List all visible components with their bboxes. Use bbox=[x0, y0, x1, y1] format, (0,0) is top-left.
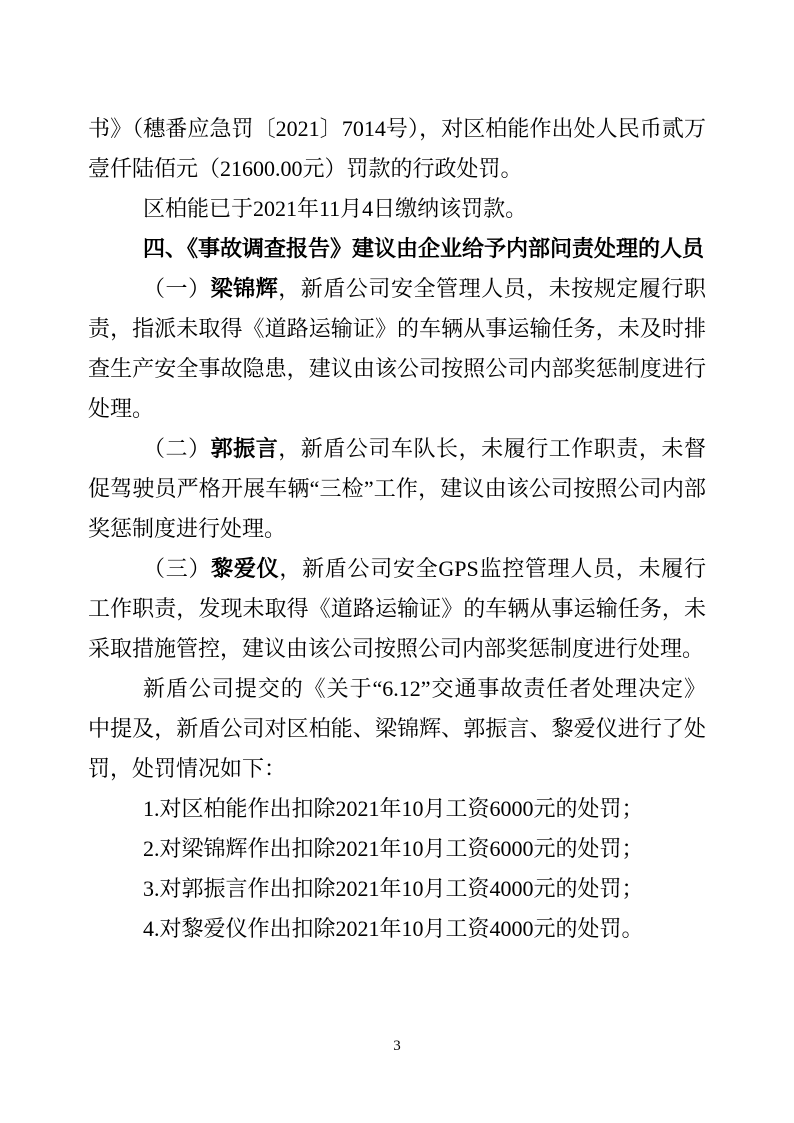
person-2-name: 郭振言 bbox=[210, 436, 279, 461]
paragraph-company-decision: 新盾公司提交的《关于“6.12”交通事故责任者处理决定》中提及，新盾公司对区柏能、梁锦辉、郭振言、黎爱仪进行了处罚，处罚情况如下： bbox=[88, 676, 706, 781]
section-heading: 四、《事故调查报告》建议由企业给予内部问责处理的人员 bbox=[143, 236, 705, 261]
paragraph-person-1 bbox=[88, 269, 706, 429]
person-2-ordinal: （二） bbox=[143, 436, 211, 461]
penalty-item-1: 1.对区柏能作出扣除2021年10月工资6000元的处罚； bbox=[143, 796, 644, 821]
page-number: 3 bbox=[393, 1038, 401, 1054]
person-1-name: 梁锦辉 bbox=[210, 276, 279, 301]
person-3-name: 黎爱仪 bbox=[211, 556, 280, 581]
person-1-description: ，新盾公司安全管理人员，未按规定履行职责，指派未取得《道路运输证》的车辆从事运输任务，未及时排查生产安全事故隐患，建议由该公司按照公司内部奖惩制度进行处理。 bbox=[88, 276, 706, 421]
paragraph-fine-decision: 书》（穗番应急罚〔2021〕7014号），对区柏能作出处人民币贰万壹仟陆佰元（21600.00元）罚款的行政处罚。 bbox=[88, 116, 706, 181]
paragraph-person-2 bbox=[88, 429, 706, 549]
paragraph-fine-payment: 区柏能已于2021年11月4日缴纳该罚款。 bbox=[143, 196, 528, 221]
person-3-description: ，新盾公司安全GPS监控管理人员，未履行工作职责，发现未取得《道路运输证》的车辆从事运输任务，未采取措施管控，建议由该公司按照公司内部奖惩制度进行处理。 bbox=[88, 556, 706, 661]
person-1-ordinal: （一） bbox=[143, 276, 211, 301]
person-3-ordinal: （三） bbox=[143, 556, 212, 581]
person-2-description: ，新盾公司车队长，未履行工作职责，未督促驾驶员严格开展车辆“三检”工作，建议由该公司按照公司内部奖惩制度进行处理。 bbox=[88, 436, 706, 541]
paragraph-person-3 bbox=[88, 549, 706, 669]
penalty-item-4: 4.对黎爱仪作出扣除2021年10月工资4000元的处罚。 bbox=[143, 916, 644, 941]
penalty-item-2: 2.对梁锦辉作出扣除2021年10月工资6000元的处罚； bbox=[143, 836, 644, 861]
penalty-item-3: 3.对郭振言作出扣除2021年10月工资4000元的处罚； bbox=[143, 876, 644, 901]
document-body bbox=[88, 109, 706, 949]
